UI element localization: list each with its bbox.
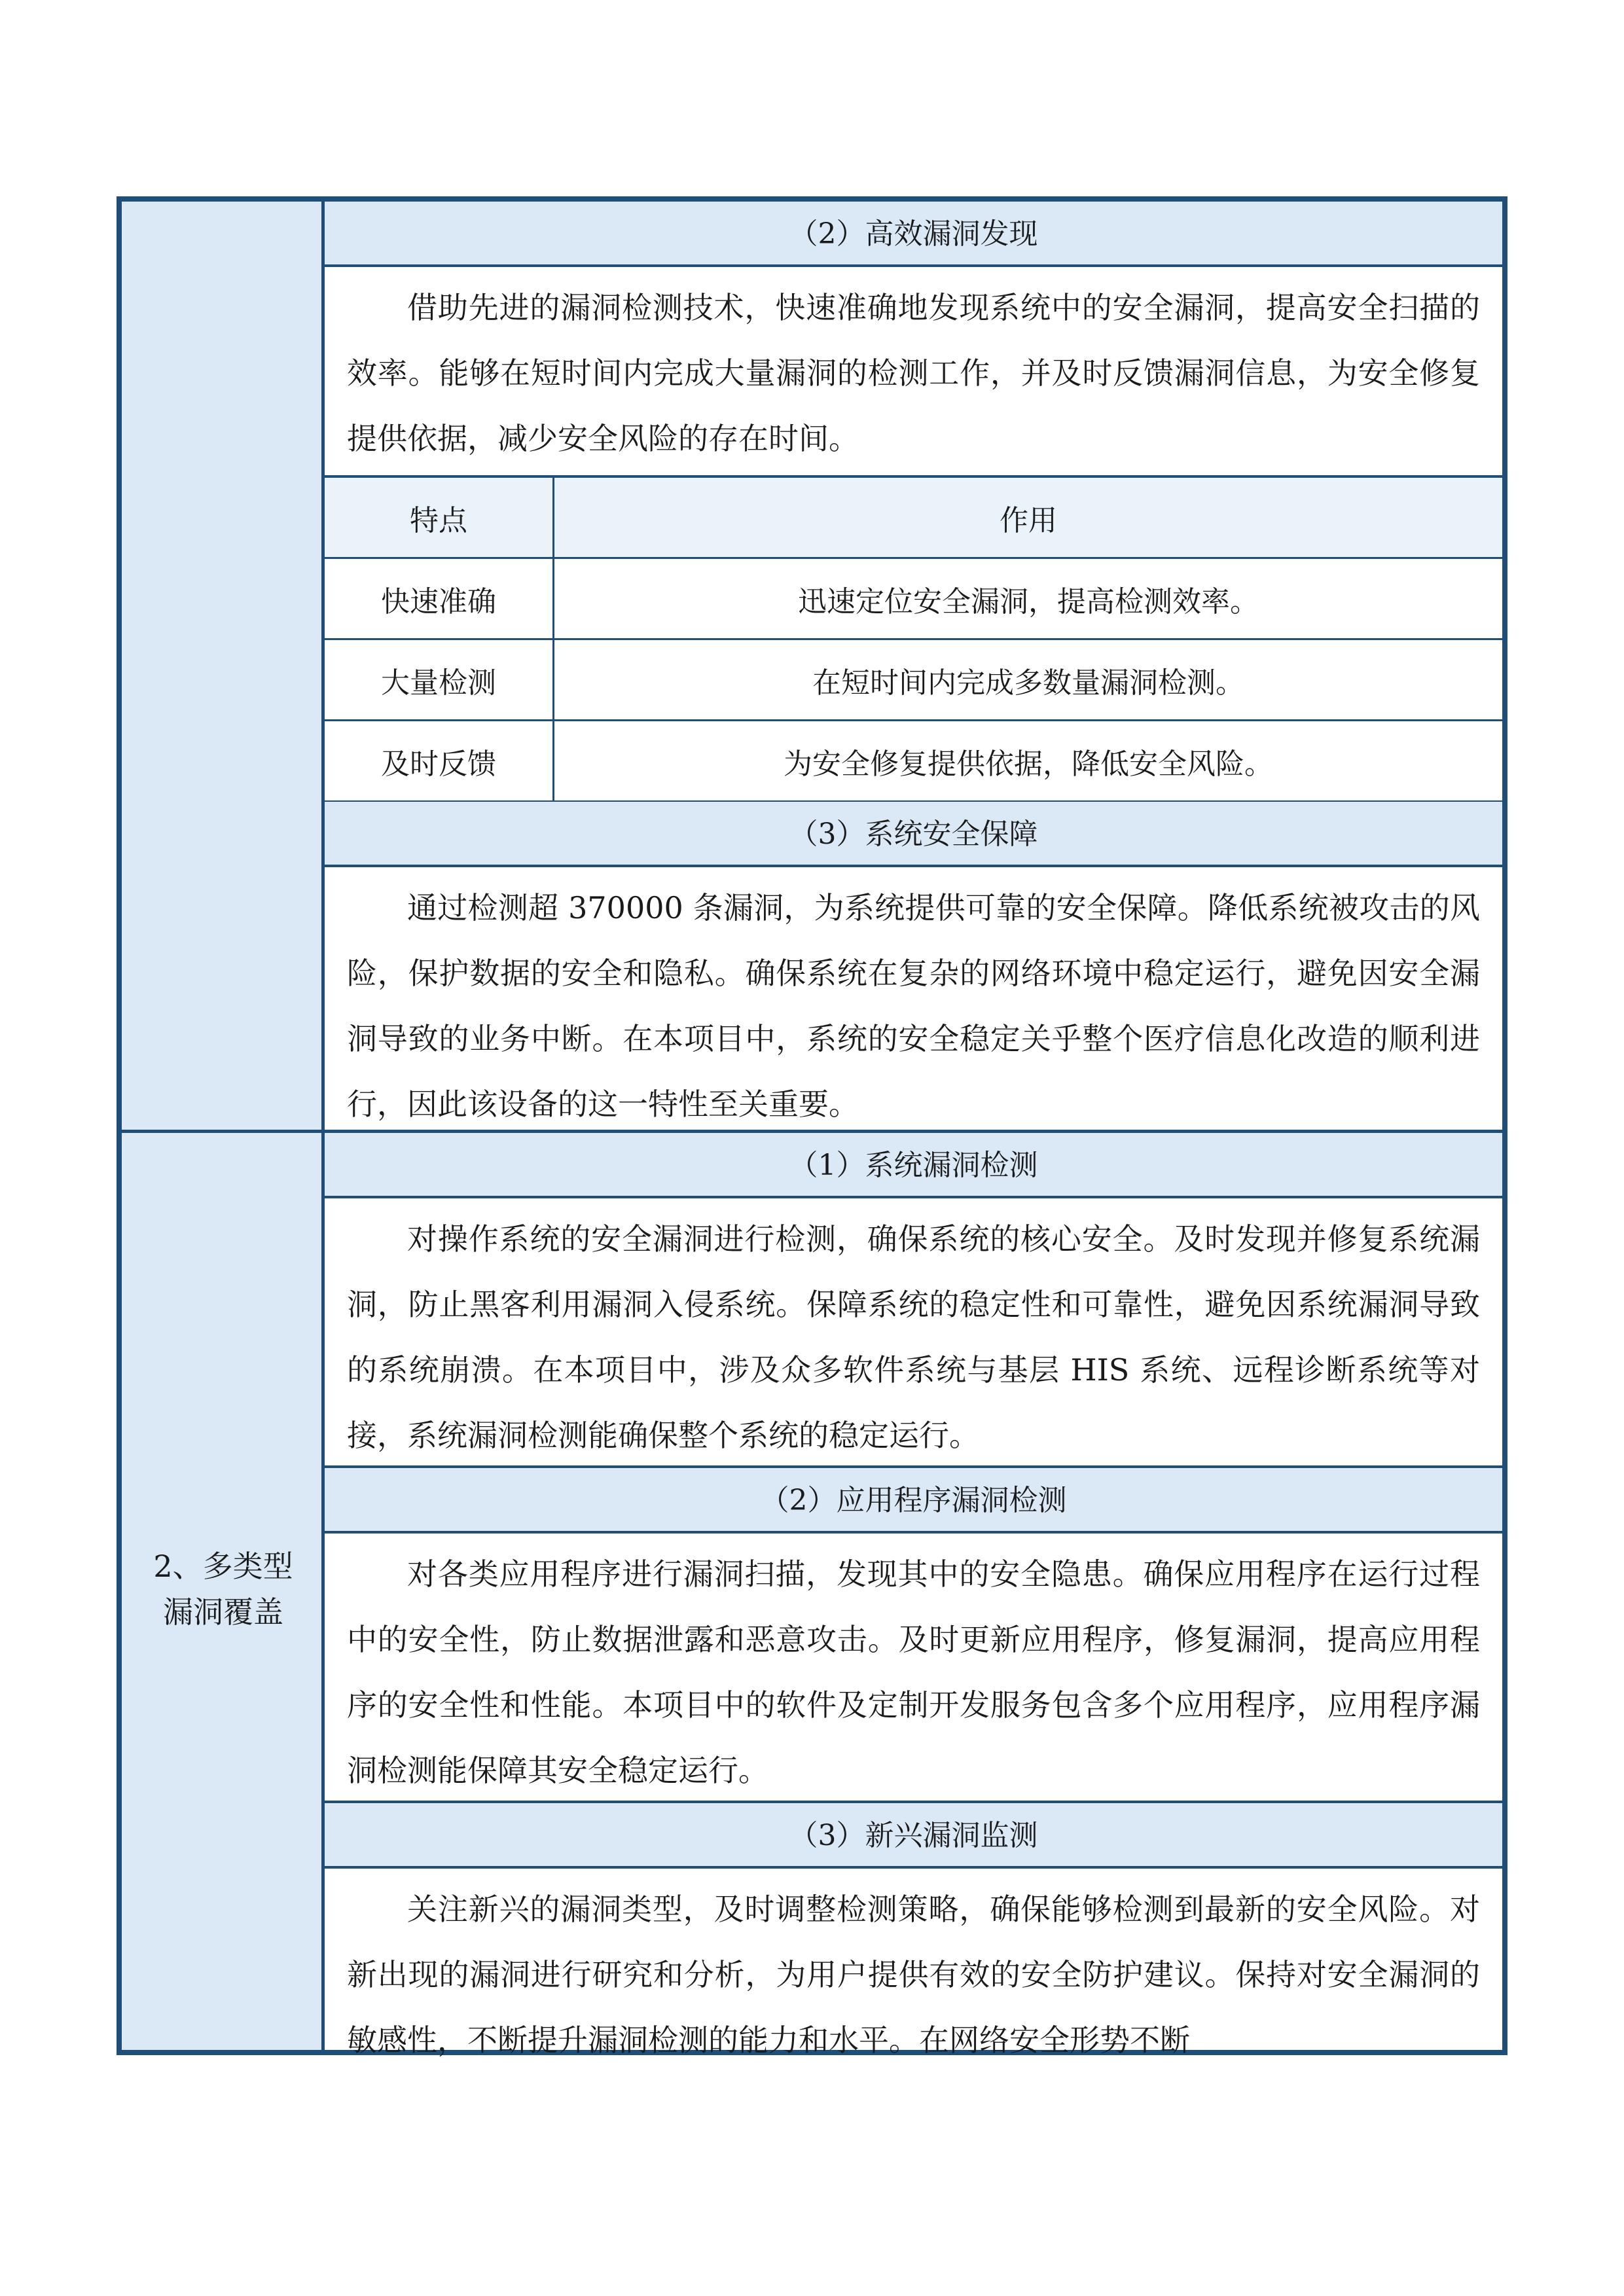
table-cell-effect: 在短时间内完成多数量漏洞检测。 bbox=[554, 639, 1503, 721]
paragraph-app-vuln-detection: 对各类应用程序进行漏洞扫描，发现其中的安全隐患。确保应用程序在运行过程中的安全性，防止数据泄露和恶意攻击。及时更新应用程序，修复漏洞，提高应用程序的安全性和性能。本项目中的软件及定制开发服务包含多个应用程序，应用程序漏洞检测能保障其安全稳定运行。 bbox=[325, 1534, 1502, 1803]
table-cell-feature: 大量检测 bbox=[325, 639, 554, 721]
table-cell-effect: 为安全修复提供依据，降低安全风险。 bbox=[554, 721, 1503, 802]
feature-table bbox=[117, 196, 1507, 2058]
column-header-feature: 特点 bbox=[325, 478, 554, 558]
section-header-app-vuln-detection: （2）应用程序漏洞检测 bbox=[325, 1468, 1502, 1534]
paragraph-efficient-discovery: 借助先进的漏洞检测技术，快速准确地发现系统中的安全漏洞，提高安全扫描的效率。能够在短时间内完成大量漏洞的检测工作，并及时反馈漏洞信息，为安全修复提供依据，减少安全风险的存在时间。 bbox=[325, 267, 1502, 478]
column-header-effect: 作用 bbox=[554, 478, 1503, 558]
table-cell-feature: 及时反馈 bbox=[325, 721, 554, 802]
table-cell-feature: 快速准确 bbox=[325, 558, 554, 639]
table-row bbox=[325, 721, 1502, 802]
section-header-system-security: （3）系统安全保障 bbox=[325, 802, 1502, 867]
section-header-emerging-vuln-monitoring: （3）新兴漏洞监测 bbox=[325, 1803, 1502, 1869]
section-header-efficient-discovery: （2）高效漏洞发现 bbox=[325, 202, 1502, 267]
table-row bbox=[325, 558, 1502, 639]
paragraph-system-security: 通过检测超 370000 条漏洞，为系统提供可靠的安全保障。降低系统被攻击的风险，保护数据的安全和隐私。确保系统在复杂的网络环境中稳定运行，避免因安全漏洞导致的业务中断。在本项目中，系统的安全稳定关乎整个医疗信息化改造的顺利进行，因此该设备的这一特性至关重要。 bbox=[347, 890, 1480, 1122]
category-label-multi-type: 2、多类型 漏洞覆盖 bbox=[153, 1549, 293, 1630]
table-header-row bbox=[325, 478, 1502, 558]
feature-effect-table bbox=[325, 478, 1502, 802]
section-header-system-vuln-detection: （1）系统漏洞检测 bbox=[325, 1133, 1502, 1198]
table-row bbox=[325, 639, 1502, 721]
table-cell-effect: 迅速定位安全漏洞，提高检测效率。 bbox=[554, 558, 1503, 639]
paragraph-emerging-vuln-monitoring: 关注新兴的漏洞类型，及时调整检测策略，确保能够检测到最新的安全风险。对新出现的漏洞进行研究和分析，为用户提供有效的安全防护建议。保持对安全漏洞的敏感性，不断提升漏洞检测的能力和水平。在网络安全形势不断 bbox=[347, 1892, 1480, 2058]
paragraph-system-vuln-detection: 对操作系统的安全漏洞进行检测，确保系统的核心安全。及时发现并修复系统漏洞，防止黑客利用漏洞入侵系统。保障系统的稳定性和可靠性，避免因系统漏洞导致的系统崩溃。在本项目中，涉及众多软件系统与基层 HIS 系统、远程诊断系统等对接，系统漏洞检测能确保整个系统的稳定运行。 bbox=[325, 1198, 1502, 1468]
category-column bbox=[122, 202, 325, 2050]
